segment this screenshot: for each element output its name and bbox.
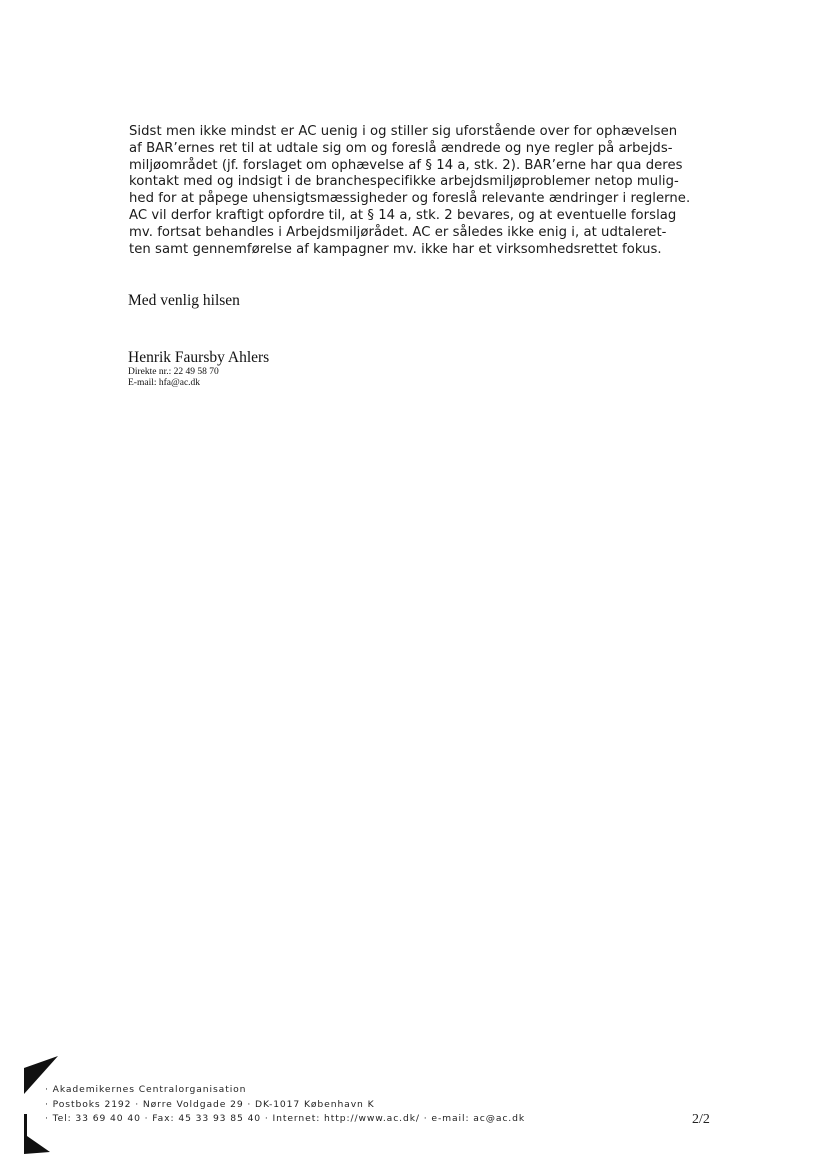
signer-email: E-mail: hfa@ac.dk: [128, 378, 201, 388]
body-line: mv. fortsat behandles i Arbejdsmiljørådet. AC er således ikke enig i, at udtaleret-: [129, 224, 667, 240]
letter-body: [129, 124, 729, 258]
body-line: ten samt gennemførelse af kampagner mv. ikke har et virksomhedsrettet fokus.: [129, 241, 662, 257]
body-line: hed for at påpege uhensigtsmæssigheder og foreslå relevante ændringer i reglerne.: [129, 191, 691, 207]
body-line: af BAR’ernes ret til at udtale sig om og foreslå ændrede og nye regler på arbejds-: [129, 140, 673, 156]
signer-name: Henrik Faursby Ahlers: [128, 349, 270, 366]
signer-phone: Direkte nr.: 22 49 58 70: [128, 367, 219, 377]
page-number: 2/2: [692, 1112, 710, 1127]
footer-line: · Postboks 2192 · Nørre Voldgade 29 · DK-1017 København K: [45, 1098, 375, 1110]
signature-block: [128, 349, 269, 389]
body-line: AC vil derfor kraftigt opfordre til, at § 14 a, stk. 2 bevares, og at eventuelle forslag: [129, 207, 677, 223]
body-line: Sidst men ikke mindst er AC uenig i og stiller sig uforstående over for ophævelsen: [129, 124, 678, 139]
closing-greeting: Med venlig hilsen: [128, 292, 240, 309]
body-line: kontakt med og indsigt i de branchespecifikke arbejdsmiljøproblemer netop mulig-: [129, 174, 679, 190]
footer-line: · Akademikernes Centralorganisation: [45, 1084, 247, 1095]
footer-line: · Tel: 33 69 40 40 · Fax: 45 33 93 85 40 · Internet: http://www.ac.dk/ · e-mail: ac@ac.dk: [45, 1113, 526, 1124]
body-line: miljøområdet (jf. forslaget om ophævelse af § 14 a, stk. 2). BAR’erne har qua deres: [129, 157, 683, 173]
footer-address: [45, 1083, 525, 1127]
